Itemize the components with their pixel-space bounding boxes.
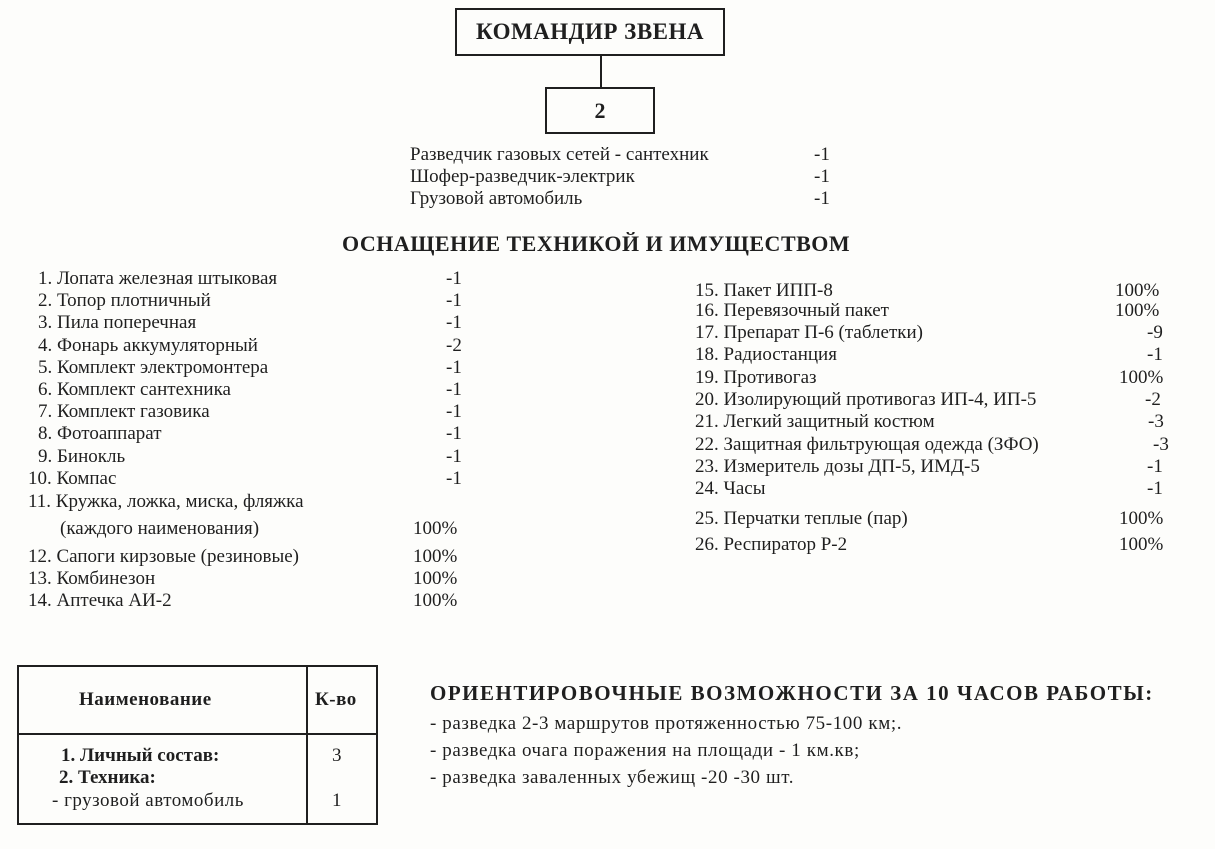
equipment-qty: 100%: [1115, 280, 1160, 301]
equipment-item: [28, 590, 458, 612]
equipment-label: 11. Кружка, ложка, миска, фляжка: [28, 491, 304, 512]
staff-qty: -1: [814, 166, 830, 187]
equipment-qty: -9: [1147, 322, 1163, 343]
equipment-label: 6. Комплект сантехника: [38, 379, 231, 400]
equipment-item: [28, 468, 462, 490]
equipment-item: [38, 423, 462, 445]
equipment-item: [38, 401, 462, 423]
equipment-qty: -2: [1145, 389, 1161, 410]
equipment-label: 7. Комплект газовика: [38, 401, 210, 422]
equipment-qty: -1: [446, 312, 462, 333]
equipment-label: 5. Комплект электромонтера: [38, 357, 269, 378]
equipment-item: [28, 546, 458, 568]
equipment-item: [695, 280, 1160, 302]
equipment-label: 4. Фонарь аккумуляторный: [38, 335, 258, 356]
staff-label: Грузовой автомобиль: [410, 188, 583, 209]
equipment-item: [695, 411, 1164, 433]
equipment-qty: 100%: [1119, 534, 1164, 555]
equipment-item: [695, 478, 1163, 500]
equipment-qty: -1: [446, 446, 462, 467]
equipment-item: [60, 518, 458, 540]
equipment-item: [38, 379, 462, 401]
equipment-qty: -1: [1147, 344, 1163, 365]
equipment-label: 24. Часы: [695, 478, 766, 499]
equipment-qty: -1: [1147, 456, 1163, 477]
capability-item: - разведка очага поражения на площади - 1 км.кв;: [430, 740, 860, 761]
equipment-label: 12. Сапоги кирзовые (резиновые): [28, 546, 300, 567]
equipment-label: 17. Препарат П-6 (таблетки): [695, 322, 923, 343]
equipment-label: 16. Перевязочный пакет: [695, 300, 889, 321]
unit-number-box: [545, 87, 655, 134]
org-connector-line: [600, 56, 602, 88]
equipment-item: [695, 389, 1161, 411]
unit-number: 2: [594, 97, 606, 123]
table-row-name: 2. Техника:: [59, 767, 156, 788]
equipment-item: [28, 491, 304, 513]
equipment-qty: -1: [446, 401, 462, 422]
capability-item: - разведка 2-3 маршрутов протяженностью 75-100 км;.: [430, 713, 903, 734]
equipment-label: 20. Изолирующий противогаз ИП-4, ИП-5: [695, 389, 1037, 410]
equipment-qty: -1: [446, 423, 462, 444]
equipment-label: 22. Защитная фильтрующая одежда (ЗФО): [695, 434, 1039, 455]
equipment-label: 19. Противогаз: [695, 367, 817, 388]
equipment-label: 8. Фотоаппарат: [38, 423, 162, 444]
equipment-item: [38, 335, 462, 357]
summary-table: [17, 665, 378, 825]
equipment-item: [38, 290, 462, 312]
equipment-qty: 100%: [413, 546, 458, 567]
equipment-item: [695, 534, 1164, 556]
equipment-label: 25. Перчатки теплые (пар): [695, 508, 908, 529]
equipment-qty: 100%: [1119, 508, 1164, 529]
staff-qty: -1: [814, 188, 830, 209]
capability-item: - разведка заваленных убежищ -20 -30 шт.: [430, 767, 795, 788]
equipment-label: (каждого наименования): [60, 518, 260, 539]
equipment-label: 2. Топор плотничный: [38, 290, 211, 311]
equipment-title: ОСНАЩЕНИЕ ТЕХНИКОЙ И ИМУЩЕСТВОМ: [342, 231, 851, 256]
table-header-divider: [19, 733, 376, 735]
equipment-qty: -3: [1148, 411, 1164, 432]
equipment-label: 10. Компас: [28, 468, 117, 489]
equipment-item: [695, 367, 1164, 389]
table-header-qty: К-во: [315, 689, 357, 710]
equipment-item: [695, 434, 1169, 456]
equipment-item: [28, 568, 458, 590]
equipment-label: 1. Лопата железная штыковая: [38, 268, 278, 289]
equipment-label: 21. Легкий защитный костюм: [695, 411, 935, 432]
equipment-label: 3. Пила поперечная: [38, 312, 197, 333]
table-row-name: - грузовой автомобиль: [52, 790, 244, 811]
table-column-divider: [306, 667, 308, 823]
equipment-item: [38, 312, 462, 334]
equipment-item: [38, 268, 462, 290]
equipment-item: [695, 508, 1164, 530]
equipment-label: 14. Аптечка АИ-2: [28, 590, 172, 611]
equipment-qty: -1: [446, 290, 462, 311]
staff-label: Разведчик газовых сетей - сантехник: [410, 144, 709, 165]
table-row-qty: 1: [332, 790, 342, 811]
table-header-name: Наименование: [79, 689, 212, 710]
equipment-item: [695, 300, 1160, 322]
equipment-qty: -1: [1147, 478, 1163, 499]
equipment-qty: 100%: [413, 568, 458, 589]
equipment-qty: -1: [446, 379, 462, 400]
staff-row: [410, 144, 840, 166]
equipment-label: 23. Измеритель дозы ДП-5, ИМД-5: [695, 456, 980, 477]
equipment-item: [695, 456, 1163, 478]
equipment-label: 13. Комбинезон: [28, 568, 156, 589]
equipment-label: 18. Радиостанция: [695, 344, 837, 365]
staff-row: [410, 166, 840, 188]
equipment-qty: -3: [1153, 434, 1169, 455]
equipment-qty: 100%: [1115, 300, 1160, 321]
equipment-qty: -1: [446, 468, 462, 489]
equipment-qty: 100%: [413, 590, 458, 611]
equipment-item: [38, 357, 462, 379]
staff-qty: -1: [814, 144, 830, 165]
capabilities-title: ОРИЕНТИРОВОЧНЫЕ ВОЗМОЖНОСТИ ЗА 10 ЧАСОВ РАБОТЫ:: [430, 681, 1154, 705]
equipment-item: [695, 322, 1163, 344]
commander-box: [455, 8, 725, 56]
equipment-label: 26. Респиратор Р-2: [695, 534, 848, 555]
table-row-name: 1. Личный состав:: [61, 745, 220, 766]
equipment-qty: -1: [446, 357, 462, 378]
equipment-qty: 100%: [1119, 367, 1164, 388]
staff-row: [410, 188, 840, 210]
equipment-qty: -1: [446, 268, 462, 289]
equipment-label: 9. Бинокль: [38, 446, 126, 467]
equipment-qty: -2: [446, 335, 462, 356]
equipment-qty: 100%: [413, 518, 458, 539]
equipment-item: [695, 344, 1163, 366]
equipment-item: [38, 446, 462, 468]
commander-title: КОМАНДИР ЗВЕНА: [475, 19, 705, 44]
table-row-qty: 3: [332, 745, 342, 766]
staff-label: Шофер-разведчик-электрик: [410, 166, 635, 187]
equipment-label: 15. Пакет ИПП-8: [695, 280, 833, 301]
